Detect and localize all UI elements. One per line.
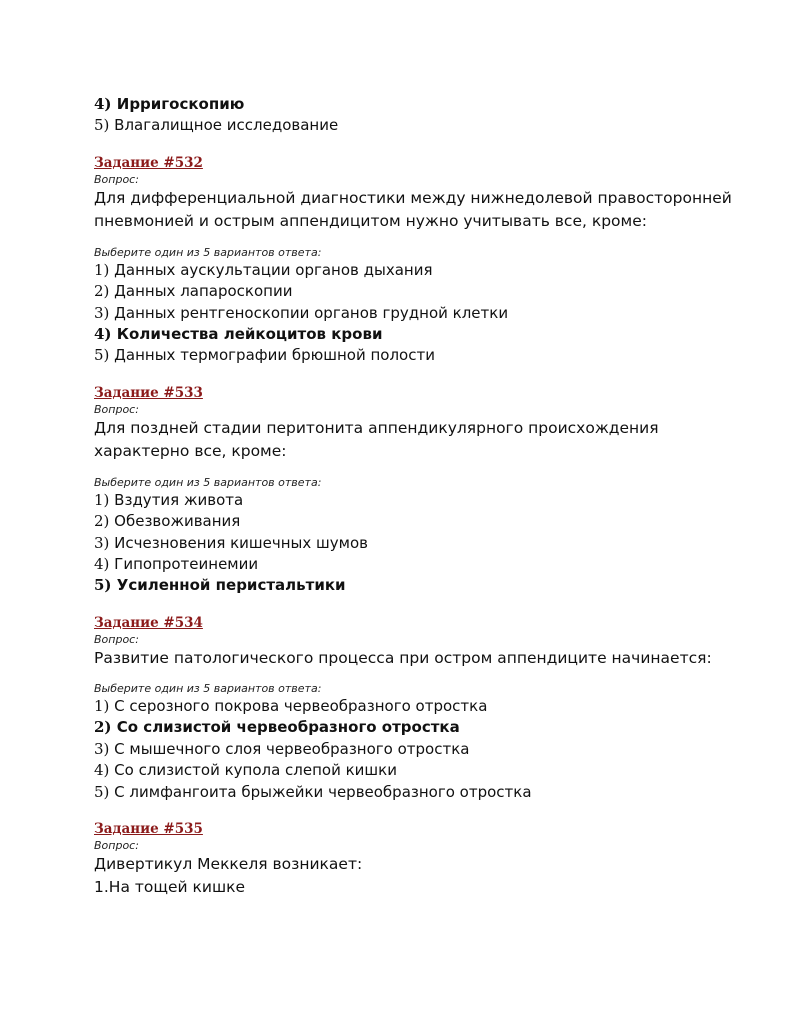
option-item (94, 533, 734, 554)
option-number: 5) (94, 116, 110, 135)
task-title: Задание #534 (94, 614, 203, 631)
option-number: 2) (94, 282, 110, 301)
option-item (94, 260, 734, 281)
option-item (94, 554, 734, 575)
choose-label: Выберите один из 5 вариантов ответа: (94, 245, 322, 259)
question-label: Вопрос: (94, 838, 139, 852)
option-text: Данных рентгеноскопии органов грудной клетки (109, 303, 509, 322)
option-number: 3) (94, 739, 110, 758)
question-text: Дивертикул Меккеля возникает: (94, 854, 363, 873)
option-item (94, 115, 734, 136)
option-text: Ирригоскопию (111, 95, 245, 113)
option-item (94, 511, 734, 532)
option-number: 2) (94, 718, 112, 737)
task-block (94, 384, 734, 597)
option-text: Усиленной перистальтики (111, 576, 346, 595)
option-number: 4) (94, 761, 110, 780)
option-text: С лимфангоита брыжейки червеобразного отростка (109, 782, 532, 801)
option-number: 2) (94, 512, 110, 531)
document-page (94, 94, 734, 899)
choose-label: Выберите один из 5 вариантов ответа: (94, 475, 322, 489)
task-title: Задание #533 (94, 384, 203, 401)
question-label: Вопрос: (94, 172, 139, 186)
option-text: Обезвоживания (109, 512, 241, 531)
option-text: Со слизистой купола слепой кишки (109, 761, 397, 780)
question-label: Вопрос: (94, 402, 139, 416)
option-text: Со слизистой червеобразного отростка (111, 718, 460, 737)
lead-options (94, 94, 734, 137)
option-item (94, 696, 734, 717)
option-item (94, 739, 734, 760)
option-text: С серозного покрова червеобразного отростка (109, 696, 488, 715)
option-number: 3) (94, 303, 110, 322)
option-item (94, 490, 734, 511)
option-item (94, 94, 734, 115)
option-text: Данных аускультации органов дыхания (109, 260, 433, 279)
option-text: Исчезновения кишечных шумов (109, 533, 368, 552)
question-text: Для поздней стадии перитонита аппендикулярного происхождения характерно все, кроме: (94, 418, 659, 460)
answer-line: 1.На тощей кишке (94, 877, 246, 896)
option-number: 4) (94, 325, 112, 344)
question-label: Вопрос: (94, 632, 139, 646)
option-item (94, 303, 734, 324)
option-text: Данных термографии брюшной полости (109, 346, 435, 365)
option-number: 5) (94, 346, 110, 365)
option-item (94, 345, 734, 366)
option-number: 1) (94, 696, 110, 715)
option-item (94, 760, 734, 781)
option-number: 4) (94, 95, 112, 113)
choose-label: Выберите один из 5 вариантов ответа: (94, 681, 322, 695)
task-block (94, 820, 734, 899)
option-number: 4) (94, 555, 110, 574)
option-text: Гипопротеинемии (109, 555, 259, 574)
option-number: 1) (94, 260, 110, 279)
option-item (94, 324, 734, 345)
option-text: Влагалищное исследование (109, 116, 339, 135)
option-number: 5) (94, 782, 110, 801)
option-item (94, 575, 734, 596)
task-title: Задание #535 (94, 820, 203, 837)
option-item (94, 717, 734, 738)
option-item (94, 281, 734, 302)
option-item (94, 782, 734, 803)
option-number: 5) (94, 576, 112, 595)
question-text: Развитие патологического процесса при остром аппендиците начинается: (94, 648, 712, 667)
task-block (94, 614, 734, 803)
option-number: 3) (94, 533, 110, 552)
task-block (94, 154, 734, 367)
option-text: С мышечного слоя червеобразного отростка (109, 739, 470, 758)
option-text: Количества лейкоцитов крови (111, 325, 383, 344)
option-number: 1) (94, 490, 110, 509)
question-text: Для дифференциальной диагностики между нижнедолевой правосторонней пневмонией и острым аппендицитом нужно учитывать все, кроме: (94, 188, 732, 230)
task-title: Задание #532 (94, 154, 203, 171)
option-text: Данных лапароскопии (109, 282, 293, 301)
option-text: Вздутия живота (109, 490, 244, 509)
